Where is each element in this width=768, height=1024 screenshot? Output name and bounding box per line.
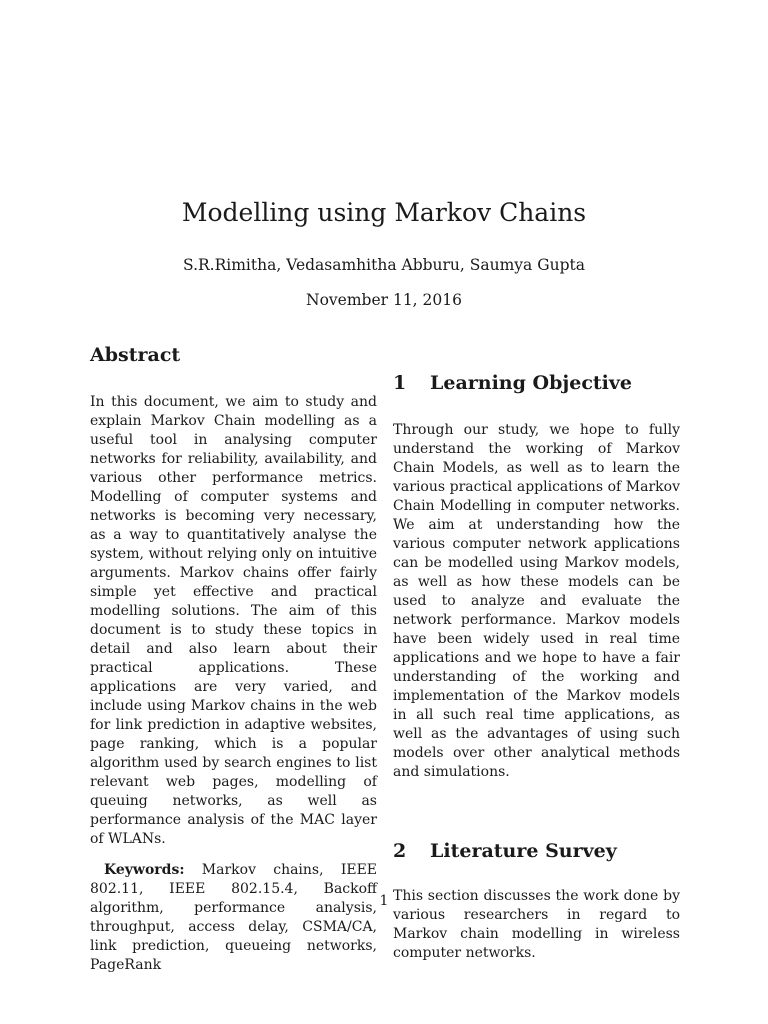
paper-title: Modelling using Markov Chains <box>181 198 587 227</box>
section-text-learning-objective: Through our study, we hope to fully understand the working of Markov Chain Models, as well as to learn the various practical applications of Markov Chain Modelling in computer networks. We aim at understanding how the various computer network applications can be modelled using Markov models, as well as how these models can be used to analyze and evaluate the network performance. Markov models have been widely used in real time applications and we hope to have a fair understanding of the working and implementation of the Markov models in all such real time applications, as well as the advantages of using such models over other analytical methods and simulations. <box>393 422 680 780</box>
section-heading-learning-objective <box>393 374 680 393</box>
abstract-heading: Abstract <box>90 344 181 366</box>
keywords-label: Keywords: <box>104 862 185 878</box>
left-column <box>90 340 377 975</box>
right-column <box>393 340 680 963</box>
section-title: Learning Objective <box>430 372 633 394</box>
section-number: 1 <box>393 372 407 394</box>
page-number: 1 <box>379 893 389 909</box>
keywords-list: Markov chains, IEEE 802.11, IEEE 802.15.4, Backoff algorithm, performance analysis, throughput, access delay, CSMA/CA, link prediction, queueing networks, PageRank <box>90 862 378 973</box>
section-text-literature-survey: This section discusses the work done by various researchers in regard to Markov chain modelling in wireless computer networks. <box>393 888 680 961</box>
section-heading-literature-survey <box>393 842 680 861</box>
author-list: S.R.Rimitha, Vedasamhitha Abburu, Saumya Gupta <box>183 256 585 274</box>
abstract-text: In this document, we aim to study and explain Markov Chain modelling as a useful tool in analysing computer networks for reliability, availability, and various other performance metrics. Modelling of computer systems and networks is becoming very necessary, as a way to quantitatively analyse the system, without relying only on intuitive arguments. Markov chains offer fairly simple yet effective and practical modelling solutions. The aim of this document is to study these topics in detail and also learn about their practical applications. These applications are very varied, and include using Markov chains in the web for link prediction in adaptive websites, page ranking, which is a popular algorithm used by search engines to list relevant web pages, modelling of queuing networks, as well as performance analysis of the MAC layer of WLANs. <box>90 394 377 847</box>
publication-date: November 11, 2016 <box>306 291 462 309</box>
section-title: Literature Survey <box>430 840 617 862</box>
section-number: 2 <box>393 840 407 862</box>
keywords-paragraph <box>90 861 377 975</box>
